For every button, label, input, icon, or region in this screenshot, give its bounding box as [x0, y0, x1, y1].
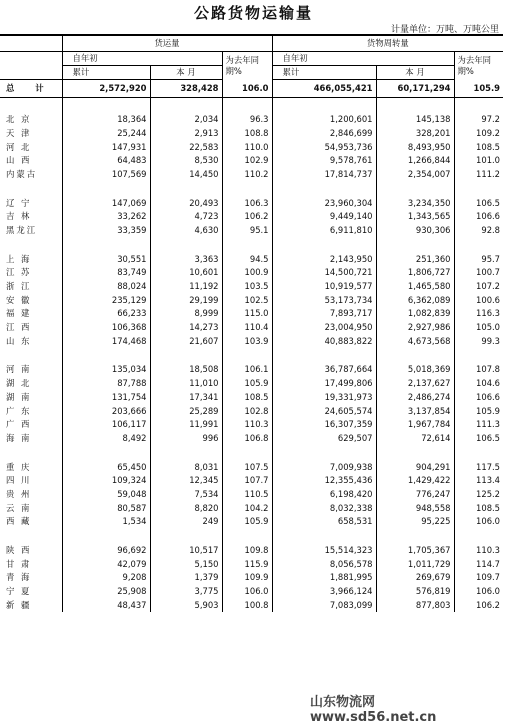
cell-v6: 117.5 — [454, 460, 503, 474]
cell-v3: 106.0 — [222, 584, 272, 598]
cell-v3: 107.7 — [222, 474, 272, 488]
region-name: 河 北 — [6, 141, 32, 152]
cell-v3: 106.2 — [222, 210, 272, 224]
region-name: 陕 西 — [6, 545, 32, 556]
cell-v6: 109.7 — [454, 571, 503, 585]
cell-v1: 48,437 — [62, 598, 150, 612]
table-row — [0, 431, 503, 445]
table-row — [0, 126, 503, 140]
cell-v6: 114.7 — [454, 557, 503, 571]
cell-v4: 17,499,806 — [272, 377, 376, 391]
cell-v5: 3,137,854 — [376, 404, 454, 418]
cell-v4: 629,507 — [272, 431, 376, 445]
cell-v5: 930,306 — [376, 223, 454, 237]
cell-v5: 2,354,007 — [376, 167, 454, 181]
cell-v6: 116.3 — [454, 307, 503, 321]
cell-v3: 94.5 — [222, 252, 272, 266]
cell-v2: 8,031 — [150, 460, 222, 474]
cell-v1: 80,587 — [62, 501, 150, 515]
table-row — [0, 279, 503, 293]
region-name: 海 南 — [6, 432, 32, 443]
cell-v5: 72,614 — [376, 431, 454, 445]
table-row — [0, 515, 503, 529]
cell-v1: 87,788 — [62, 377, 150, 391]
cell-v3: 96.3 — [222, 113, 272, 127]
region-name: 湖 北 — [6, 378, 32, 389]
region-name: 四 川 — [6, 475, 32, 486]
region-name: 宁 夏 — [6, 586, 32, 597]
cell-v6: 106.0 — [454, 584, 503, 598]
region-name: 浙 江 — [6, 281, 32, 292]
cell-v6: 106.6 — [454, 390, 503, 404]
cell-v4: 1,200,601 — [272, 113, 376, 127]
cell-v1: 33,262 — [62, 210, 150, 224]
cell-v5: 877,803 — [376, 598, 454, 612]
cell-v2: 8,530 — [150, 154, 222, 168]
cell-v5: 6,362,089 — [376, 293, 454, 307]
cell-v1: 25,908 — [62, 584, 150, 598]
cell-v6: 106.0 — [454, 515, 503, 529]
total-row — [0, 80, 503, 98]
group-spacer — [0, 181, 503, 196]
cell-v4: 3,966,124 — [272, 584, 376, 598]
cell-v2: 7,534 — [150, 487, 222, 501]
group-spacer — [0, 237, 503, 252]
cell-v2: 1,379 — [150, 571, 222, 585]
table-row — [0, 307, 503, 321]
region-name: 安 徽 — [6, 294, 32, 305]
region-name: 江 苏 — [6, 267, 32, 278]
cell-v6: 106.5 — [454, 196, 503, 210]
cell-v5: 269,679 — [376, 571, 454, 585]
cell-v2: 4,723 — [150, 210, 222, 224]
cell-v2: 11,991 — [150, 418, 222, 432]
cell-v3: 115.0 — [222, 307, 272, 321]
cell-v3: 107.5 — [222, 460, 272, 474]
cell-v6: 99.3 — [454, 334, 503, 348]
cell-v3: 110.3 — [222, 418, 272, 432]
cell-v5: 4,673,568 — [376, 334, 454, 348]
cell-v1: 107,569 — [62, 167, 150, 181]
cell-v6: 104.6 — [454, 377, 503, 391]
header-blank — [0, 35, 62, 52]
cell-v4: 8,056,578 — [272, 557, 376, 571]
cell-v3: 102.5 — [222, 293, 272, 307]
cell-v2: 2,913 — [150, 126, 222, 140]
region-name: 甘 肃 — [6, 558, 32, 569]
cell-v4: 9,578,761 — [272, 154, 376, 168]
total-turnover-cumulative: 466,055,421 — [272, 80, 376, 98]
header-cargo-volume: 货运量 — [62, 35, 272, 52]
cell-v4: 53,173,734 — [272, 293, 376, 307]
cell-v1: 33,359 — [62, 223, 150, 237]
cell-v4: 12,355,436 — [272, 474, 376, 488]
cell-v2: 2,034 — [150, 113, 222, 127]
cell-v5: 8,493,950 — [376, 140, 454, 154]
cell-v4: 16,307,359 — [272, 418, 376, 432]
region-name: 江 西 — [6, 322, 32, 333]
cell-v4: 23,004,950 — [272, 320, 376, 334]
region-name: 广 东 — [6, 405, 32, 416]
cell-v3: 109.9 — [222, 571, 272, 585]
cell-v2: 10,517 — [150, 543, 222, 557]
table-row — [0, 571, 503, 585]
cell-v5: 1,806,727 — [376, 266, 454, 280]
cell-v4: 17,814,737 — [272, 167, 376, 181]
total-volume-cumulative: 2,572,920 — [62, 80, 150, 98]
cell-v6: 97.2 — [454, 113, 503, 127]
header-cumulative-turnover: 累计 — [272, 66, 376, 80]
cell-v1: 9,208 — [62, 571, 150, 585]
cell-v4: 54,953,736 — [272, 140, 376, 154]
cell-v2: 249 — [150, 515, 222, 529]
cell-v6: 92.8 — [454, 223, 503, 237]
cell-v5: 776,247 — [376, 487, 454, 501]
cell-v6: 95.7 — [454, 252, 503, 266]
cell-v1: 203,666 — [62, 404, 150, 418]
cell-v6: 107.2 — [454, 279, 503, 293]
total-turnover-yoy: 105.9 — [454, 80, 503, 98]
header-cumulative-volume: 累计 — [62, 66, 150, 80]
group-spacer — [0, 528, 503, 543]
table-row — [0, 293, 503, 307]
cell-v1: 235,129 — [62, 293, 150, 307]
cell-v1: 174,468 — [62, 334, 150, 348]
cell-v4: 2,846,699 — [272, 126, 376, 140]
cell-v1: 25,244 — [62, 126, 150, 140]
cell-v5: 1,343,565 — [376, 210, 454, 224]
cell-v2: 3,775 — [150, 584, 222, 598]
page-title: 公路货物运输量 — [193, 4, 313, 22]
table-row — [0, 598, 503, 612]
cell-v3: 109.8 — [222, 543, 272, 557]
cell-v5: 2,137,627 — [376, 377, 454, 391]
cell-v6: 108.5 — [454, 140, 503, 154]
cell-v1: 18,364 — [62, 113, 150, 127]
group-spacer — [0, 98, 503, 113]
cell-v4: 15,514,323 — [272, 543, 376, 557]
region-name: 山 西 — [6, 155, 32, 166]
cell-v4: 2,143,950 — [272, 252, 376, 266]
cell-v4: 7,009,938 — [272, 460, 376, 474]
region-name: 天 津 — [6, 127, 32, 138]
table-row — [0, 334, 503, 348]
cell-v6: 106.2 — [454, 598, 503, 612]
cell-v3: 100.8 — [222, 598, 272, 612]
cell-v1: 42,079 — [62, 557, 150, 571]
cell-v5: 251,360 — [376, 252, 454, 266]
cell-v3: 106.8 — [222, 431, 272, 445]
cell-v5: 948,558 — [376, 501, 454, 515]
region-name: 新 疆 — [6, 599, 32, 610]
table-row — [0, 377, 503, 391]
cell-v2: 17,341 — [150, 390, 222, 404]
table-row — [0, 210, 503, 224]
region-name: 广 西 — [6, 419, 32, 430]
cell-v6: 110.3 — [454, 543, 503, 557]
cell-v6: 105.9 — [454, 404, 503, 418]
table-row — [0, 404, 503, 418]
cell-v3: 95.1 — [222, 223, 272, 237]
cell-v1: 96,692 — [62, 543, 150, 557]
cell-v1: 1,534 — [62, 515, 150, 529]
table-row — [0, 460, 503, 474]
cell-v3: 106.3 — [222, 196, 272, 210]
table-row — [0, 196, 503, 210]
cell-v4: 6,198,420 — [272, 487, 376, 501]
cell-v3: 106.1 — [222, 363, 272, 377]
cell-v2: 25,289 — [150, 404, 222, 418]
region-name: 上 海 — [6, 253, 32, 264]
cell-v1: 66,233 — [62, 307, 150, 321]
region-name: 贵 州 — [6, 488, 32, 499]
cell-v5: 5,018,369 — [376, 363, 454, 377]
cell-v6: 106.6 — [454, 210, 503, 224]
cell-v4: 19,331,973 — [272, 390, 376, 404]
cell-v6: 105.0 — [454, 320, 503, 334]
cell-v1: 59,048 — [62, 487, 150, 501]
region-name: 重 庆 — [6, 461, 32, 472]
cell-v3: 110.4 — [222, 320, 272, 334]
cell-v4: 1,881,995 — [272, 571, 376, 585]
table-row — [0, 252, 503, 266]
cell-v5: 1,082,839 — [376, 307, 454, 321]
cell-v4: 10,919,577 — [272, 279, 376, 293]
cell-v2: 10,601 — [150, 266, 222, 280]
total-turnover-month: 60,171,294 — [376, 80, 454, 98]
cell-v2: 14,273 — [150, 320, 222, 334]
cell-v5: 1,429,422 — [376, 474, 454, 488]
region-name: 福 建 — [6, 308, 32, 319]
cell-v4: 40,883,822 — [272, 334, 376, 348]
cell-v4: 36,787,664 — [272, 363, 376, 377]
cell-v3: 108.5 — [222, 390, 272, 404]
cell-v1: 147,069 — [62, 196, 150, 210]
cell-v4: 24,605,574 — [272, 404, 376, 418]
cell-v5: 904,291 — [376, 460, 454, 474]
cell-v6: 106.5 — [454, 431, 503, 445]
region-name: 山 东 — [6, 335, 32, 346]
cell-v3: 110.5 — [222, 487, 272, 501]
header-yoy-turnover: 为去年同期% — [454, 52, 503, 80]
cell-v5: 95,225 — [376, 515, 454, 529]
cell-v6: 111.3 — [454, 418, 503, 432]
cell-v1: 8,492 — [62, 431, 150, 445]
cell-v1: 131,754 — [62, 390, 150, 404]
cell-v4: 23,960,304 — [272, 196, 376, 210]
cell-v6: 100.7 — [454, 266, 503, 280]
cell-v5: 1,465,580 — [376, 279, 454, 293]
table-row — [0, 320, 503, 334]
cell-v3: 115.9 — [222, 557, 272, 571]
cell-v4: 6,911,810 — [272, 223, 376, 237]
table-row — [0, 557, 503, 571]
header-yoy-volume: 为去年同期% — [222, 52, 272, 80]
cell-v3: 110.0 — [222, 140, 272, 154]
cell-v5: 3,234,350 — [376, 196, 454, 210]
cell-v5: 328,201 — [376, 126, 454, 140]
cell-v5: 1,705,367 — [376, 543, 454, 557]
cell-v1: 88,024 — [62, 279, 150, 293]
cell-v1: 83,749 — [62, 266, 150, 280]
cell-v2: 21,607 — [150, 334, 222, 348]
cell-v2: 11,010 — [150, 377, 222, 391]
region-name: 青 海 — [6, 572, 32, 583]
cell-v5: 2,486,274 — [376, 390, 454, 404]
table-row — [0, 154, 503, 168]
cell-v1: 65,450 — [62, 460, 150, 474]
cell-v1: 147,931 — [62, 140, 150, 154]
cell-v2: 3,363 — [150, 252, 222, 266]
cell-v2: 29,199 — [150, 293, 222, 307]
table-row — [0, 584, 503, 598]
cell-v2: 22,583 — [150, 140, 222, 154]
total-volume-month: 328,428 — [150, 80, 222, 98]
region-name: 吉 林 — [6, 211, 32, 222]
cell-v2: 4,630 — [150, 223, 222, 237]
region-name: 河 南 — [6, 364, 32, 375]
cell-v6: 100.6 — [454, 293, 503, 307]
cell-v2: 5,903 — [150, 598, 222, 612]
cell-v3: 105.9 — [222, 377, 272, 391]
cell-v5: 1,266,844 — [376, 154, 454, 168]
cell-v3: 104.2 — [222, 501, 272, 515]
region-name: 云 南 — [6, 502, 32, 513]
cell-v1: 30,551 — [62, 252, 150, 266]
unit-note: 计量单位：万吨、万吨公里 — [390, 25, 499, 35]
cell-v3: 110.2 — [222, 167, 272, 181]
cell-v3: 105.9 — [222, 515, 272, 529]
header-ytd-volume: 自年初 — [62, 52, 222, 66]
table-row — [0, 487, 503, 501]
cell-v3: 108.8 — [222, 126, 272, 140]
cell-v6: 107.8 — [454, 363, 503, 377]
table-row — [0, 418, 503, 432]
cell-v6: 109.2 — [454, 126, 503, 140]
cell-v4: 9,449,140 — [272, 210, 376, 224]
cell-v2: 12,345 — [150, 474, 222, 488]
cell-v1: 106,368 — [62, 320, 150, 334]
region-name: 内蒙古 — [6, 168, 38, 179]
cell-v5: 1,011,729 — [376, 557, 454, 571]
cell-v3: 103.5 — [222, 279, 272, 293]
cell-v1: 64,483 — [62, 154, 150, 168]
table-row — [0, 113, 503, 127]
region-name: 辽 宁 — [6, 197, 32, 208]
freight-table — [0, 34, 503, 612]
cell-v1: 135,034 — [62, 363, 150, 377]
cell-v5: 145,138 — [376, 113, 454, 127]
cell-v2: 996 — [150, 431, 222, 445]
table-row — [0, 140, 503, 154]
total-label: 总 计 — [0, 80, 62, 98]
cell-v2: 14,450 — [150, 167, 222, 181]
cell-v6: 113.4 — [454, 474, 503, 488]
header-ytd-turnover: 自年初 — [272, 52, 454, 66]
table-row — [0, 501, 503, 515]
cell-v3: 102.9 — [222, 154, 272, 168]
header-month-volume: 本 月 — [150, 66, 222, 80]
cell-v4: 658,531 — [272, 515, 376, 529]
cell-v3: 102.8 — [222, 404, 272, 418]
cell-v4: 7,083,099 — [272, 598, 376, 612]
cell-v2: 20,493 — [150, 196, 222, 210]
group-spacer — [0, 348, 503, 363]
cell-v3: 100.9 — [222, 266, 272, 280]
cell-v6: 101.0 — [454, 154, 503, 168]
region-name: 西 藏 — [6, 516, 32, 527]
cell-v5: 576,819 — [376, 584, 454, 598]
cell-v6: 108.5 — [454, 501, 503, 515]
cell-v2: 18,508 — [150, 363, 222, 377]
cell-v5: 2,927,986 — [376, 320, 454, 334]
cell-v3: 103.9 — [222, 334, 272, 348]
table-row — [0, 474, 503, 488]
total-volume-yoy: 106.0 — [222, 80, 272, 98]
cell-v6: 111.2 — [454, 167, 503, 181]
table-row — [0, 543, 503, 557]
group-spacer — [0, 445, 503, 460]
cell-v4: 8,032,338 — [272, 501, 376, 515]
table-row — [0, 390, 503, 404]
cell-v2: 11,192 — [150, 279, 222, 293]
cell-v1: 109,324 — [62, 474, 150, 488]
table-row — [0, 167, 503, 181]
header-turnover: 货物周转量 — [272, 35, 503, 52]
region-name: 湖 南 — [6, 391, 32, 402]
cell-v2: 8,820 — [150, 501, 222, 515]
cell-v6: 125.2 — [454, 487, 503, 501]
table-row — [0, 266, 503, 280]
cell-v1: 106,117 — [62, 418, 150, 432]
table-body — [0, 80, 503, 612]
region-name: 北 京 — [6, 114, 32, 125]
cell-v2: 5,150 — [150, 557, 222, 571]
cell-v4: 7,893,717 — [272, 307, 376, 321]
table-row — [0, 363, 503, 377]
watermark: 山东物流网 www.sd56.net.cn — [310, 697, 503, 719]
region-name: 黑龙江 — [6, 224, 38, 235]
cell-v4: 14,500,721 — [272, 266, 376, 280]
cell-v5: 1,967,784 — [376, 418, 454, 432]
cell-v2: 8,999 — [150, 307, 222, 321]
header-month-turnover: 本 月 — [376, 66, 454, 80]
table-row — [0, 223, 503, 237]
